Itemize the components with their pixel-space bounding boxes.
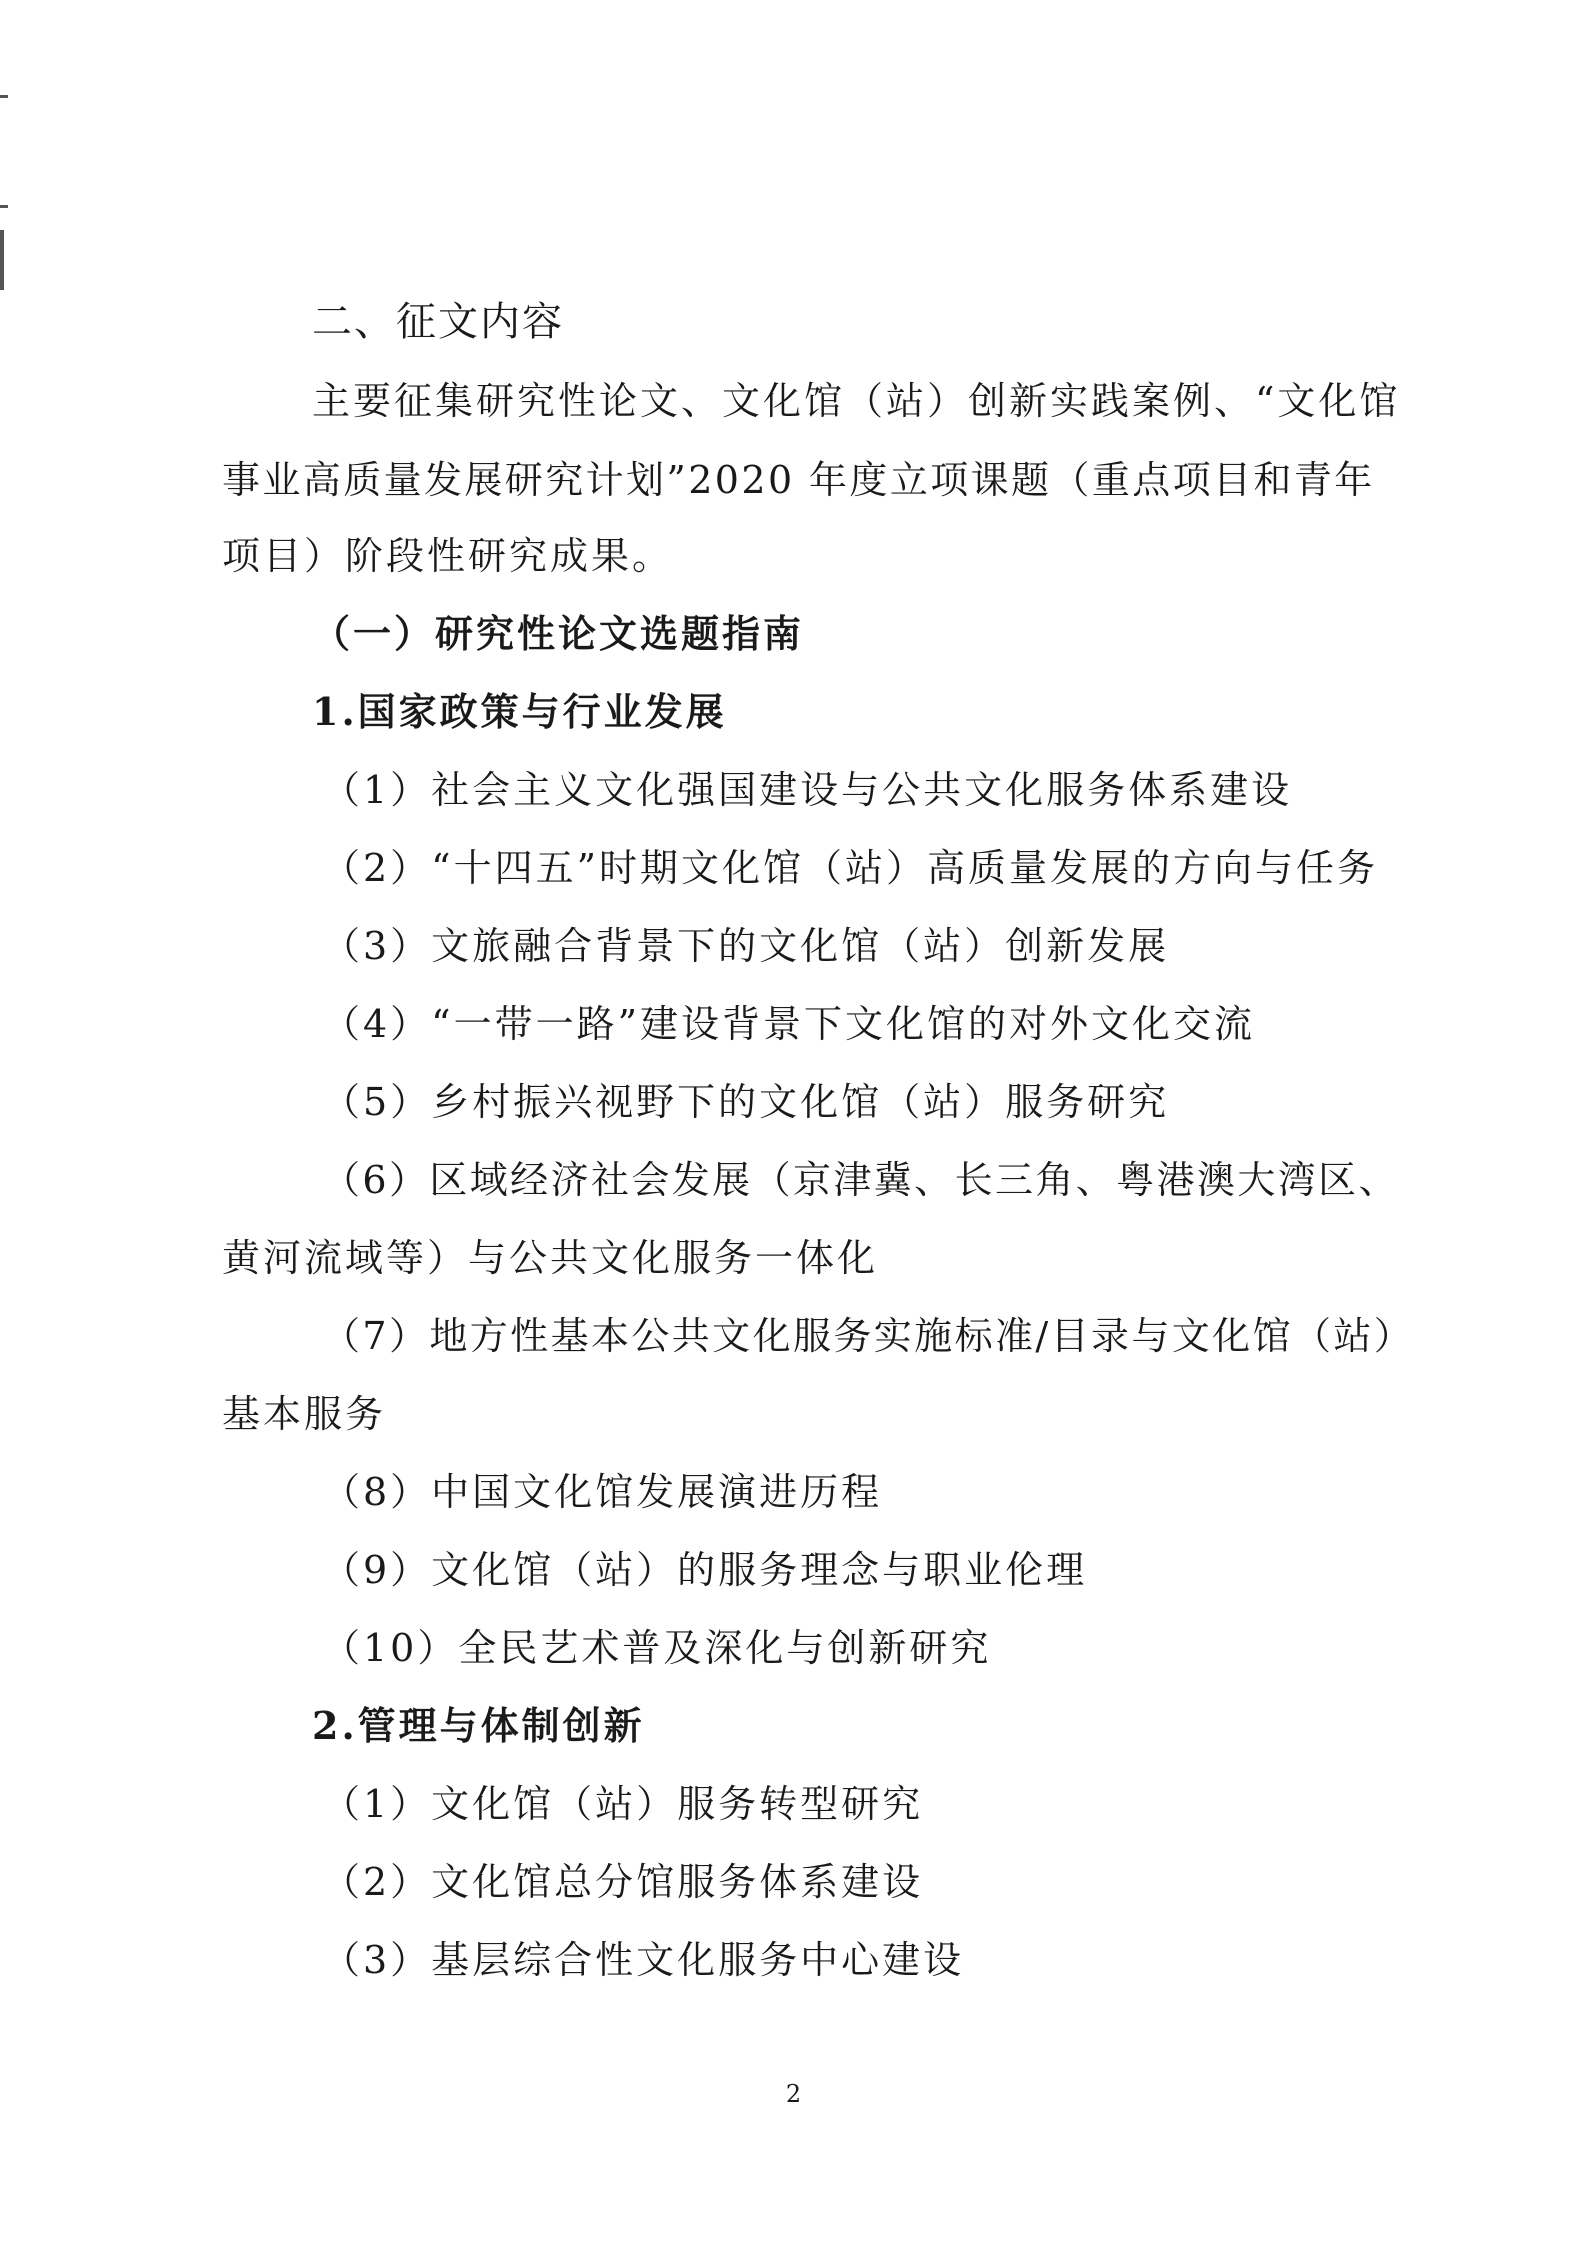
group1-item: （7）地方性基本公共文化服务实施标准/目录与文化馆（站） bbox=[322, 1314, 1415, 1358]
group2-title: 2.管理与体制创新 bbox=[312, 1703, 645, 1748]
group2-item: （1）文化馆（站）服务转型研究 bbox=[322, 1782, 924, 1826]
group1-item: （4）“一带一路”建设背景下文化馆的对外文化交流 bbox=[322, 1002, 1256, 1046]
group1-item: （2）“十四五”时期文化馆（站）高质量发展的方向与任务 bbox=[322, 846, 1379, 890]
group1-item: （8）中国文化馆发展演进历程 bbox=[322, 1470, 883, 1514]
group1-item: （6）区域经济社会发展（京津冀、长三角、粤港澳大湾区、 bbox=[322, 1158, 1399, 1202]
group1-title: 1.国家政策与行业发展 bbox=[312, 689, 727, 734]
group1-item: （3）文旅融合背景下的文化馆（站）创新发展 bbox=[322, 924, 1170, 968]
group1-item: （10）全民艺术普及深化与创新研究 bbox=[322, 1626, 992, 1670]
scan-artifact bbox=[0, 205, 8, 208]
intro-line-2: 事业高质量发展研究计划”2020 年度立项课题（重点项目和青年 bbox=[222, 458, 1375, 502]
group1-item-continued: 黄河流域等）与公共文化服务一体化 bbox=[222, 1236, 879, 1280]
group1-item: （5）乡村振兴视野下的文化馆（站）服务研究 bbox=[322, 1080, 1170, 1124]
subsection-title: （一）研究性论文选题指南 bbox=[312, 611, 805, 656]
group1-item: （1）社会主义文化强国建设与公共文化服务体系建设 bbox=[322, 768, 1293, 812]
group1-item-continued: 基本服务 bbox=[222, 1392, 387, 1436]
section-title: 二、征文内容 bbox=[312, 299, 564, 345]
scan-artifact bbox=[0, 230, 4, 290]
intro-line-3: 项目）阶段性研究成果。 bbox=[222, 534, 674, 578]
group2-item: （3）基层综合性文化服务中心建设 bbox=[322, 1938, 965, 1982]
group1-item: （9）文化馆（站）的服务理念与职业伦理 bbox=[322, 1548, 1088, 1592]
page-number: 2 bbox=[785, 2080, 802, 2108]
scan-artifact bbox=[0, 95, 8, 98]
group2-item: （2）文化馆总分馆服务体系建设 bbox=[322, 1860, 924, 1904]
intro-line-1: 主要征集研究性论文、文化馆（站）创新实践案例、“文化馆 bbox=[312, 379, 1401, 423]
